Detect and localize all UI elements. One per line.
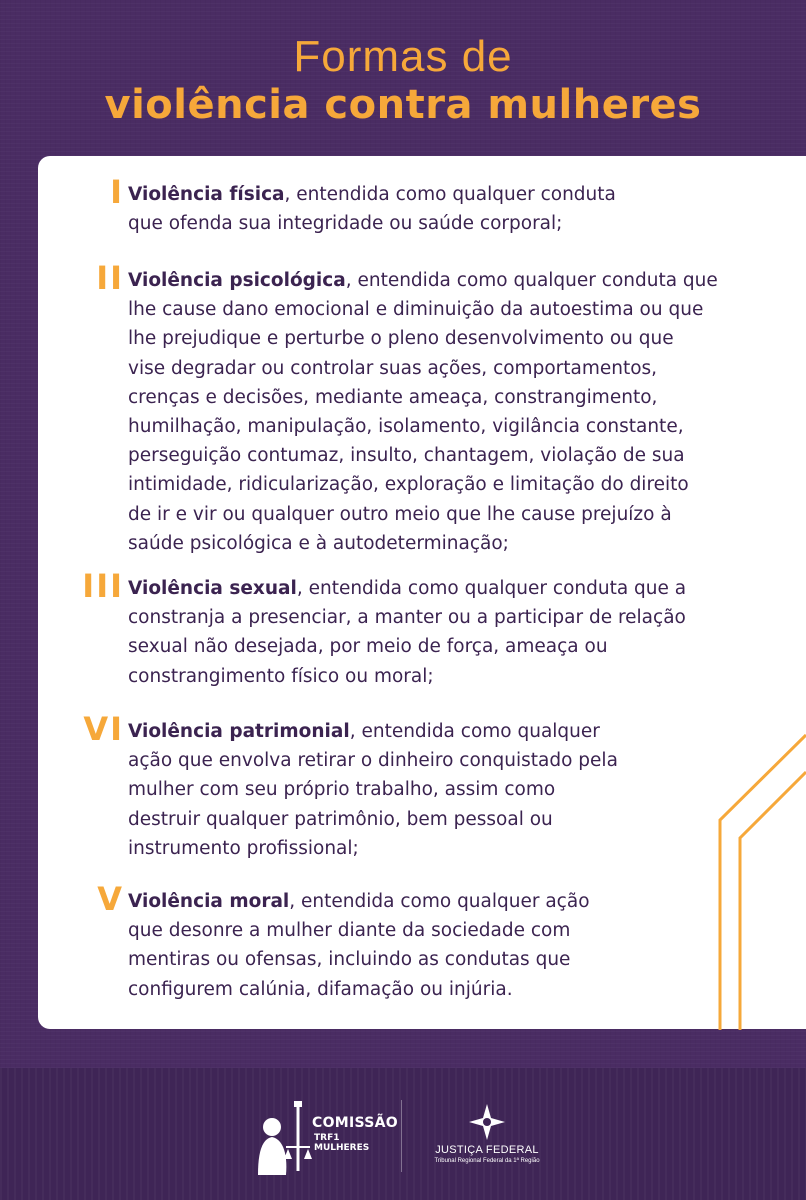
line: , entendida como qualquer <box>349 721 600 742</box>
logo-divider <box>401 1100 402 1172</box>
title-line-2: violência contra mulheres <box>104 82 702 128</box>
numeral-ii: II <box>96 259 124 297</box>
title-line-1: Formas de <box>293 32 513 81</box>
line: crenças e decisões, mediante ameaça, constrangimento, <box>128 386 658 408</box>
term-sexual: Violência sexual <box>128 578 297 599</box>
line: , entendida como qualquer conduta <box>284 184 616 205</box>
line: , entendida como qualquer conduta que <box>345 270 718 291</box>
item-text-patrimonial <box>128 717 748 863</box>
line: vise degradar ou controlar suas ações, comportamentos, <box>128 357 658 379</box>
justice-figure-icon <box>250 1097 312 1177</box>
numeral-v: V <box>97 880 124 918</box>
line: intimidade, ridicularização, exploração e limitação do direito <box>128 474 689 496</box>
line: perseguição contumaz, insulto, chantagem, violação de sua <box>128 445 685 467</box>
line: mulher com seu próprio trabalho, assim como <box>128 779 556 801</box>
line: instrumento profissional; <box>128 837 359 859</box>
comissao-logo <box>250 1097 398 1177</box>
justica-federal-emblem-icon <box>467 1102 507 1142</box>
justica-federal-text: JUSTIÇA FEDERAL <box>435 1144 539 1156</box>
trf1-mulheres-text: TRF1 MULHERES <box>314 1133 370 1153</box>
item-text-sexual <box>128 574 748 691</box>
content-card <box>38 156 806 1029</box>
line: lhe cause dano emocional e diminuição da autoestima ou que <box>128 299 704 321</box>
line: constranja a presenciar, a manter ou a participar de relação <box>128 607 686 629</box>
footer <box>0 1068 806 1200</box>
line: que desonre a mulher diante da sociedade com <box>128 920 571 942</box>
numeral-vi: VI <box>83 710 124 748</box>
justica-federal-logo <box>412 1100 562 1180</box>
line: configurem calúnia, difamação ou injúria. <box>128 978 513 1000</box>
comissao-text: COMISSÃO <box>312 1115 398 1131</box>
line: constrangimento físico ou moral; <box>128 665 434 687</box>
line: sexual não desejada, por meio de força, ameaça ou <box>128 636 608 658</box>
item-text-fisica <box>128 180 748 238</box>
line: destruir qualquer patrimônio, bem pessoal ou <box>128 808 553 830</box>
line: , entendida como qualquer ação <box>289 891 590 912</box>
term-fisica: Violência física <box>128 184 285 205</box>
decorative-lines-icon <box>700 730 806 1030</box>
item-text-psicologica <box>128 266 748 558</box>
trf-regiao-text: Tribunal Regional Federal da 1ª Região <box>434 1158 540 1164</box>
line: mentiras ou ofensas, incluindo as condutas que <box>128 949 571 971</box>
numeral-i: I <box>110 173 124 211</box>
term-moral: Violência moral <box>128 891 290 912</box>
line: saúde psicológica e à autodeterminação; <box>128 532 509 554</box>
numeral-iii: III <box>82 567 124 605</box>
item-text-moral <box>128 887 748 1004</box>
line: que ofenda sua integridade ou saúde corporal; <box>128 213 563 235</box>
term-psicologica: Violência psicológica <box>128 270 346 291</box>
term-patrimonial: Violência patrimonial <box>128 721 350 742</box>
line: de ir e vir ou qualquer outro meio que lhe cause prejuízo à <box>128 503 672 525</box>
line: lhe prejudique e perturbe o pleno desenvolvimento ou que <box>128 328 674 350</box>
line: , entendida como qualquer conduta que a <box>296 578 687 599</box>
line: humilhação, manipulação, isolamento, vigilância constante, <box>128 416 684 438</box>
line: ação que envolva retirar o dinheiro conquistado pela <box>128 750 618 772</box>
